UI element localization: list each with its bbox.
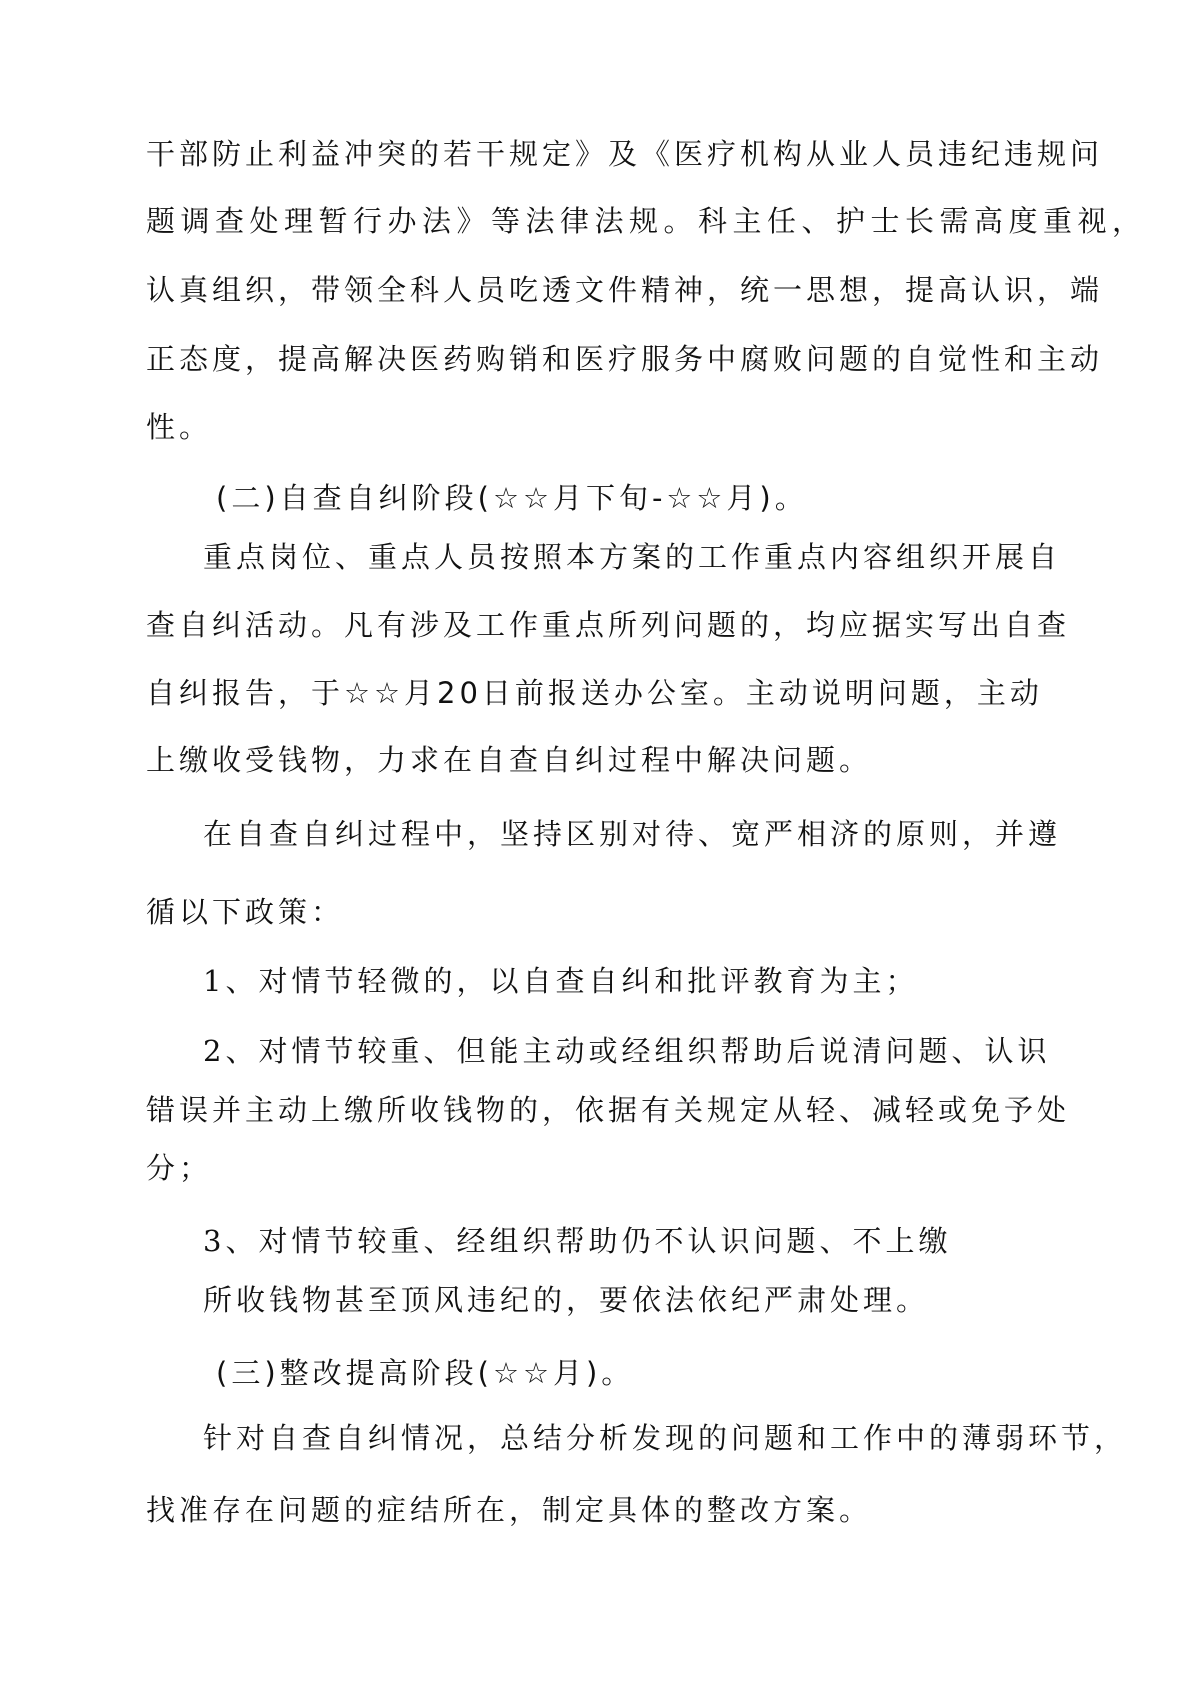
paragraph-line-5: 性。	[146, 410, 213, 444]
paragraph-line-10: 在自查自纠过程中，坚持区别对待、宽严相济的原则，并遵	[203, 817, 1062, 851]
list-item-3-continued: 所收钱物甚至顶风违纪的，要依法依纪严肃处理。	[203, 1283, 930, 1317]
list-number-2: 2	[203, 1034, 226, 1068]
paragraph-line-12: 针对自查自纠情况，总结分析发现的问题和工作中的薄弱环节，	[203, 1421, 1128, 1455]
list-item-2-text: 、对情节较重、但能主动或经组织帮助后说清问题、认识	[225, 1034, 1051, 1068]
paragraph-line-6: 重点岗位、重点人员按照本方案的工作重点内容组织开展自	[203, 540, 1062, 574]
list-item-1-text: 、对情节轻微的，以自查自纠和批评教育为主；	[225, 964, 919, 998]
list-number-3: 3	[203, 1224, 226, 1258]
paragraph-line-1: 干部防止利益冲突的若干规定》及《医疗机构从业人员违纪违规问	[146, 137, 1104, 171]
list-item-2-continued: 错误并主动上缴所收钱物的，依据有关规定从轻、减轻或免予处	[146, 1093, 1071, 1127]
paragraph-line-2: 题调查处理暂行办法》等法律法规。科主任、护士长需高度重视，	[146, 204, 1147, 238]
list-number-1: 1	[203, 964, 226, 998]
paragraph-line-9: 上缴收受钱物，力求在自查自纠过程中解决问题。	[146, 743, 873, 777]
section-heading-3: (三)整改提高阶段(☆☆月)。	[216, 1356, 635, 1390]
paragraph-line-7: 查自纠活动。凡有涉及工作重点所列问题的，均应据实写出自查	[146, 608, 1071, 642]
paragraph-line-11: 循以下政策：	[146, 895, 345, 929]
paragraph-line-13: 找准存在问题的症结所在，制定具体的整改方案。	[146, 1493, 873, 1527]
paragraph-line-4: 正态度，提高解决医药购销和医疗服务中腐败问题的自觉性和主动	[146, 342, 1104, 376]
paragraph-line-8: 自纠报告，于☆☆月20日前报送办公室。主动说明问题，主动	[146, 676, 1043, 710]
list-item-3	[203, 1223, 951, 1259]
section-heading-2: (二)自查自纠阶段(☆☆月下旬-☆☆月)。	[216, 481, 808, 515]
list-item-2-end: 分；	[146, 1151, 213, 1185]
list-item-3-text: 、对情节较重、经组织帮助仍不认识问题、不上缴	[225, 1224, 952, 1258]
list-item-1	[203, 963, 918, 999]
paragraph-line-3: 认真组织，带领全科人员吃透文件精神，统一思想，提高认识，端	[146, 273, 1104, 307]
list-item-2	[203, 1033, 1050, 1069]
